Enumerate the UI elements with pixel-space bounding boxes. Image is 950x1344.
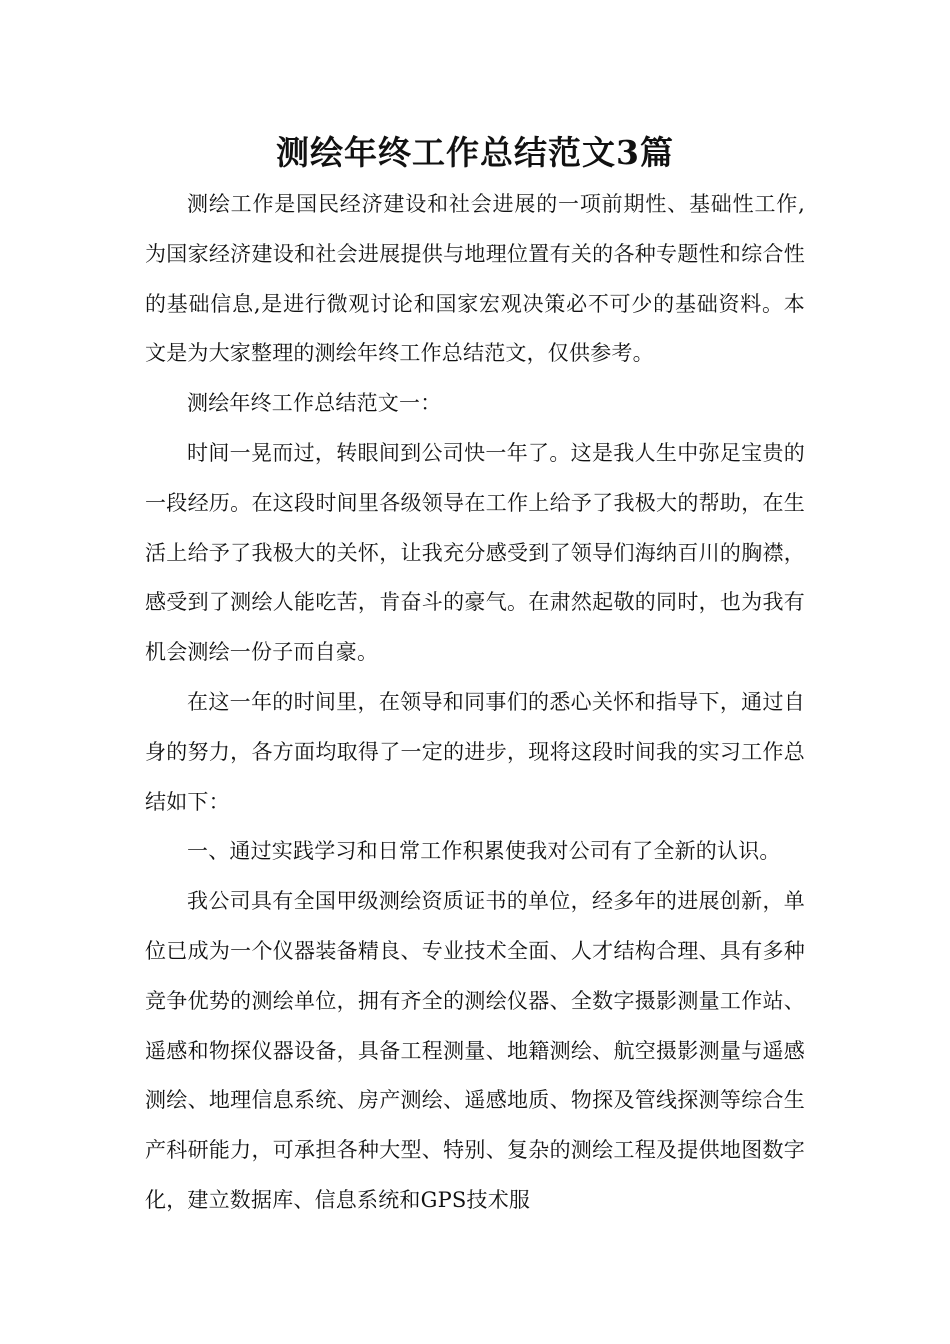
paragraph-company-intro: 我公司具有全国甲级测绘资质证书的单位，经多年的进展创新，单位已成为一个仪器装备精良、专业技术全面、人才结构合理、具有多种竞争优势的测绘单位，拥有齐全的测绘仪器、全数字摄影测量工作站、遥感和物探仪器设备，具备工程测量、地籍测绘、航空摄影测量与遥感测绘、地理信息系统、房产测绘、遥感地质、物探及管线探测等综合生产科研能力，可承担各种大型、特别、复杂的测绘工程及提供地图数字化，建立数据库、信息系统和GPS技术服 (145, 889, 805, 1212)
document-title: 测绘年终工作总结范文3篇 (276, 133, 674, 172)
paragraph-section-heading: 测绘年终工作总结范文一： (187, 391, 442, 416)
paragraph-this-year: 在这一年的时间里，在领导和同事们的悉心关怀和指导下，通过自身的努力，各方面均取得了一定的进步，现将这段时间我的实习工作总结如下： (145, 689, 805, 814)
paragraph-intro: 测绘工作是国民经济建设和社会进展的一项前期性、基础性工作,为国家经济建设和社会进展提供与地理位置有关的各种专题性和综合性的基础信息,是进行微观讨论和国家宏观决策必不可少的基础资料。本文是为大家整理的测绘年终工作总结范文，仅供参考。 (145, 192, 805, 366)
document-body (145, 180, 805, 1226)
paragraph-time-passes: 时间一晃而过，转眼间到公司快一年了。这是我人生中弥足宝贵的一段经历。在这段时间里各级领导在工作上给予了我极大的帮助，在生活上给予了我极大的关怀，让我充分感受到了领导们海纳百川的胸襟，感受到了测绘人能吃苦，肯奋斗的豪气。在肃然起敬的同时，也为我有机会测绘一份子而自豪。 (145, 440, 805, 665)
paragraph-point-one: 一、通过实践学习和日常工作积累使我对公司有了全新的认识。 (187, 839, 781, 864)
